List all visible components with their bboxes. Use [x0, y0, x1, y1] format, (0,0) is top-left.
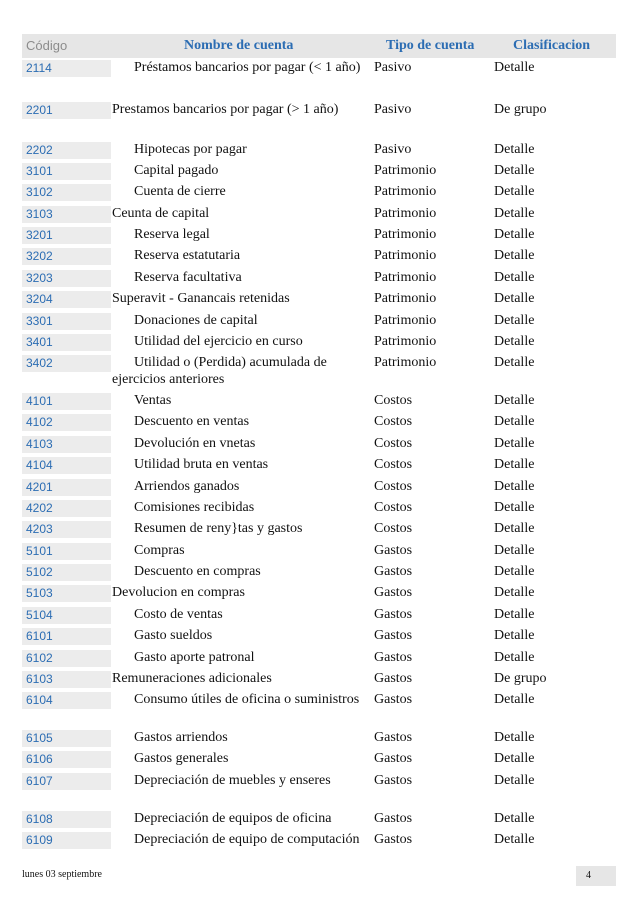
- account-classification: De grupo: [494, 671, 547, 686]
- account-type: Pasivo: [374, 142, 412, 157]
- table-row: [0, 100, 638, 140]
- account-name: Gasto sueldos: [134, 628, 213, 643]
- account-type: Gastos: [374, 751, 413, 766]
- account-code: 2114: [22, 60, 111, 77]
- table-row: [0, 477, 638, 498]
- account-classification: Detalle: [494, 184, 535, 199]
- account-classification: Detalle: [494, 730, 535, 745]
- table-row: [0, 749, 638, 771]
- account-type: Costos: [374, 393, 413, 408]
- account-type: Patrimonio: [374, 355, 437, 370]
- account-code: 3402: [22, 355, 111, 372]
- account-code: 2202: [22, 142, 111, 159]
- account-name: Costo de ventas: [134, 607, 223, 622]
- account-type: Costos: [374, 436, 413, 451]
- account-classification: Detalle: [494, 500, 535, 515]
- table-row: [0, 311, 638, 332]
- table-row: [0, 434, 638, 455]
- account-type: Patrimonio: [374, 206, 437, 221]
- account-type: Patrimonio: [374, 334, 437, 349]
- account-name: Utilidad del ejercicio en curso: [134, 334, 303, 349]
- account-type: Gastos: [374, 607, 413, 622]
- account-type: Gastos: [374, 585, 413, 600]
- table-row: [0, 353, 638, 391]
- table-row: [0, 204, 638, 225]
- account-name: Descuento en compras: [134, 564, 261, 579]
- account-code: 5103: [22, 585, 111, 602]
- account-classification: Detalle: [494, 142, 535, 157]
- account-code: 3103: [22, 206, 111, 223]
- account-classification: Detalle: [494, 832, 535, 847]
- account-classification: Detalle: [494, 60, 535, 75]
- account-code: 6101: [22, 628, 111, 645]
- header-code: Código: [26, 38, 68, 53]
- account-code: 4202: [22, 500, 111, 517]
- account-code: 6103: [22, 671, 111, 688]
- header-account-name: Nombre de cuenta: [184, 38, 294, 53]
- table-row: [0, 246, 638, 268]
- header-classification: Clasificacion: [513, 38, 590, 53]
- account-code: 5101: [22, 543, 111, 560]
- account-classification: Detalle: [494, 479, 535, 494]
- account-type: Costos: [374, 414, 413, 429]
- account-code: 3203: [22, 270, 111, 287]
- account-code: 4201: [22, 479, 111, 496]
- account-classification: Detalle: [494, 248, 535, 263]
- table-row: [0, 605, 638, 626]
- account-name: Depreciación de equipo de computación: [134, 832, 360, 847]
- table-row: [0, 669, 638, 690]
- account-type: Pasivo: [374, 102, 412, 117]
- account-type: Gastos: [374, 692, 413, 707]
- account-name: Gasto aporte patronal: [134, 650, 255, 665]
- table-row: [0, 140, 638, 161]
- table-row: [0, 161, 638, 182]
- account-code: 3401: [22, 334, 111, 351]
- account-name: Descuento en ventas: [134, 414, 250, 429]
- account-code: 6107: [22, 773, 111, 790]
- table-row: [0, 562, 638, 583]
- account-name: Utilidad o (Perdida) acumulada de ejercicios anteriores: [112, 355, 327, 387]
- account-name: Compras: [134, 543, 185, 558]
- table-row: [0, 498, 638, 519]
- accounts-table: [0, 58, 638, 870]
- account-classification: Detalle: [494, 163, 535, 178]
- header-account-type: Tipo de cuenta: [386, 38, 475, 53]
- table-row: [0, 771, 638, 809]
- account-type: Costos: [374, 500, 413, 515]
- account-classification: Detalle: [494, 355, 535, 370]
- account-code: 6108: [22, 811, 111, 828]
- account-name: Comisiones recibidas: [134, 500, 255, 515]
- table-row: [0, 225, 638, 246]
- account-code: 3202: [22, 248, 111, 265]
- account-classification: Detalle: [494, 313, 535, 328]
- account-code: 6106: [22, 751, 111, 768]
- table-row: [0, 332, 638, 353]
- account-code: 5104: [22, 607, 111, 624]
- account-classification: Detalle: [494, 227, 535, 242]
- account-type: Patrimonio: [374, 163, 437, 178]
- table-row: [0, 583, 638, 605]
- table-row: [0, 268, 638, 289]
- account-code: 3102: [22, 184, 111, 201]
- account-name: Devolución en vnetas: [134, 436, 256, 451]
- table-row: [0, 58, 638, 100]
- table-row: [0, 626, 638, 648]
- footer-date: lunes 03 septiembre: [22, 869, 102, 880]
- account-code: 6105: [22, 730, 111, 747]
- account-code: 3201: [22, 227, 111, 244]
- table-row: [0, 519, 638, 541]
- account-name: Prestamos bancarios por pagar (> 1 año): [112, 102, 339, 117]
- account-type: Pasivo: [374, 60, 412, 75]
- account-name: Consumo útiles de oficina o suministros: [134, 692, 360, 707]
- account-type: Costos: [374, 457, 413, 472]
- account-name: Resumen de reny}tas y gastos: [134, 521, 303, 536]
- account-code: 4103: [22, 436, 111, 453]
- account-type: Costos: [374, 521, 413, 536]
- account-classification: Detalle: [494, 521, 535, 536]
- account-type: Gastos: [374, 730, 413, 745]
- account-code: 3204: [22, 291, 111, 308]
- account-classification: Detalle: [494, 436, 535, 451]
- table-row: [0, 182, 638, 204]
- account-name: Gastos arriendos: [134, 730, 228, 745]
- account-type: Gastos: [374, 543, 413, 558]
- table-row: [0, 809, 638, 830]
- account-code: 5102: [22, 564, 111, 581]
- account-type: Costos: [374, 479, 413, 494]
- account-classification: Detalle: [494, 334, 535, 349]
- table-row: [0, 648, 638, 669]
- account-type: Gastos: [374, 650, 413, 665]
- account-name: Utilidad bruta en ventas: [134, 457, 269, 472]
- account-type: Patrimonio: [374, 184, 437, 199]
- table-header: [22, 34, 616, 58]
- account-name: Depreciación de equipos de oficina: [134, 811, 332, 826]
- account-classification: Detalle: [494, 291, 535, 306]
- account-classification: Detalle: [494, 650, 535, 665]
- account-type: Gastos: [374, 773, 413, 788]
- account-name: Capital pagado: [134, 163, 219, 178]
- account-code: 4104: [22, 457, 111, 474]
- account-type: Patrimonio: [374, 291, 437, 306]
- account-code: 3101: [22, 163, 111, 180]
- account-name: Cuenta de cierre: [134, 184, 226, 199]
- table-row: [0, 455, 638, 477]
- account-name: Donaciones de capital: [134, 313, 258, 328]
- table-row: [0, 391, 638, 412]
- account-code: 6109: [22, 832, 111, 849]
- account-name: Arriendos ganados: [134, 479, 240, 494]
- account-type: Patrimonio: [374, 227, 437, 242]
- account-code: 4102: [22, 414, 111, 431]
- account-name: Gastos generales: [134, 751, 229, 766]
- account-classification: Detalle: [494, 206, 535, 221]
- page-number: 4: [576, 866, 616, 886]
- account-name: Reserva legal: [134, 227, 210, 242]
- account-type: Patrimonio: [374, 248, 437, 263]
- account-classification: Detalle: [494, 543, 535, 558]
- account-type: Gastos: [374, 671, 413, 686]
- account-name: Ceunta de capital: [112, 206, 210, 221]
- account-type: Gastos: [374, 832, 413, 847]
- account-name: Ventas: [134, 393, 172, 408]
- account-classification: De grupo: [494, 102, 547, 117]
- account-classification: Detalle: [494, 607, 535, 622]
- account-name: Depreciación de muebles y enseres: [134, 773, 331, 788]
- account-name: Remuneraciones adicionales: [112, 671, 272, 686]
- account-classification: Detalle: [494, 393, 535, 408]
- account-name: Hipotecas por pagar: [134, 142, 247, 157]
- account-type: Gastos: [374, 811, 413, 826]
- page-footer: [22, 866, 616, 886]
- table-row: [0, 690, 638, 728]
- account-code: 2201: [22, 102, 111, 119]
- account-type: Patrimonio: [374, 270, 437, 285]
- account-classification: Detalle: [494, 270, 535, 285]
- account-type: Patrimonio: [374, 313, 437, 328]
- table-row: [0, 412, 638, 434]
- account-classification: Detalle: [494, 751, 535, 766]
- account-code: 6104: [22, 692, 111, 709]
- account-classification: Detalle: [494, 585, 535, 600]
- account-classification: Detalle: [494, 692, 535, 707]
- table-row: [0, 728, 638, 749]
- account-name: Superavit - Ganancais retenidas: [112, 291, 290, 306]
- account-code: 4203: [22, 521, 111, 538]
- account-name: Reserva facultativa: [134, 270, 242, 285]
- account-code: 6102: [22, 650, 111, 667]
- account-classification: Detalle: [494, 414, 535, 429]
- account-classification: Detalle: [494, 564, 535, 579]
- table-row: [0, 541, 638, 562]
- account-classification: Detalle: [494, 773, 535, 788]
- account-type: Gastos: [374, 564, 413, 579]
- account-code: 4101: [22, 393, 111, 410]
- account-name: Préstamos bancarios por pagar (< 1 año): [134, 60, 361, 75]
- account-classification: Detalle: [494, 628, 535, 643]
- account-classification: Detalle: [494, 457, 535, 472]
- account-type: Gastos: [374, 628, 413, 643]
- account-name: Devolucion en compras: [112, 585, 245, 600]
- table-row: [0, 830, 638, 870]
- account-classification: Detalle: [494, 811, 535, 826]
- account-name: Reserva estatutaria: [134, 248, 241, 263]
- table-row: [0, 289, 638, 311]
- account-code: 3301: [22, 313, 111, 330]
